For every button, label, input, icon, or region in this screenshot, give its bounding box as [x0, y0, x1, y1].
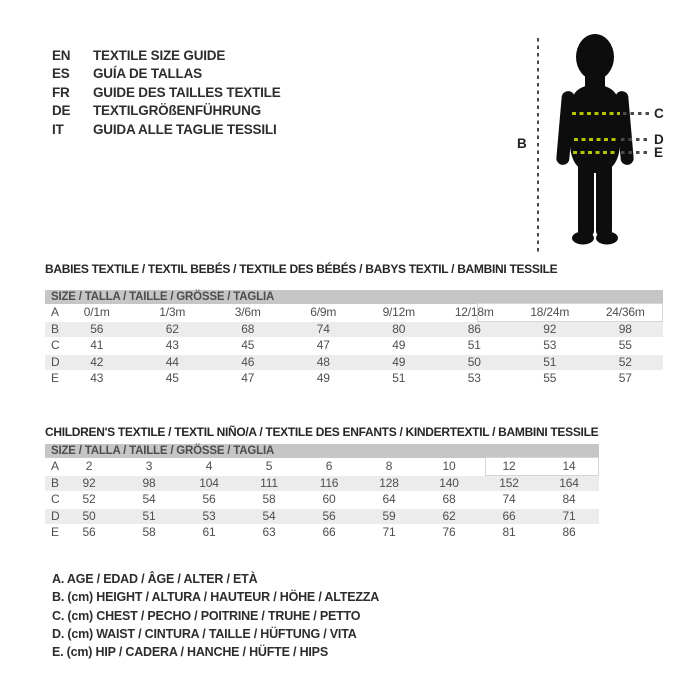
size-value-cell: 140	[419, 475, 479, 492]
row-label: B	[45, 475, 59, 492]
size-value-cell: 18/24m	[512, 304, 588, 321]
size-value-cell: 57	[588, 370, 664, 387]
language-title-block	[52, 47, 281, 139]
language-title: TEXTILGRÖßENFÜHRUNG	[93, 103, 261, 119]
size-value-cell: 68	[210, 321, 286, 338]
size-value-cell: 111	[239, 475, 299, 492]
size-value-cell: 55	[512, 370, 588, 387]
size-value-cell: 55	[588, 337, 664, 354]
size-value-cell: 60	[299, 491, 359, 508]
size-value-cell: 54	[119, 491, 179, 508]
size-table-row	[45, 475, 599, 492]
size-value-cell: 51	[512, 354, 588, 371]
measurement-legend	[52, 570, 379, 661]
language-code: EN	[52, 48, 71, 63]
size-value-cell: 3	[119, 458, 179, 475]
row-label: B	[45, 321, 59, 338]
size-value-cell: 63	[239, 524, 299, 541]
size-value-cell: 68	[419, 491, 479, 508]
size-value-cell: 62	[419, 508, 479, 525]
size-value-cell: 98	[588, 321, 664, 338]
chest-measure-line	[572, 112, 620, 115]
size-value-cell: 164	[539, 475, 599, 492]
size-value-cell: 74	[479, 491, 539, 508]
children-size-table	[45, 458, 599, 541]
size-value-cell: 53	[179, 508, 239, 525]
size-value-cell: 104	[179, 475, 239, 492]
hip-measure-line	[573, 151, 618, 154]
size-value-cell: 2	[59, 458, 119, 475]
size-value-cell: 45	[210, 337, 286, 354]
size-value-cell: 59	[359, 508, 419, 525]
hip-measure-label: E	[654, 145, 664, 160]
size-value-cell: 3/6m	[210, 304, 286, 321]
row-label: E	[45, 524, 59, 541]
size-value-cell: 52	[59, 491, 119, 508]
size-value-cell: 47	[286, 337, 362, 354]
size-value-cell: 58	[239, 491, 299, 508]
size-value-cell: 53	[437, 370, 513, 387]
hip-measure-line-extension	[621, 151, 649, 154]
size-value-cell: 12	[479, 458, 539, 475]
size-value-cell: 98	[119, 475, 179, 492]
legend-line-chest: C. (cm) CHEST / PECHO / POITRINE / TRUHE / PETTO	[52, 608, 361, 623]
babies-size-header: SIZE / TALLA / TAILLE / GRÖSSE / TAGLIA	[45, 290, 663, 304]
size-value-cell: 45	[135, 370, 211, 387]
language-row	[52, 121, 281, 139]
size-value-cell: 66	[299, 524, 359, 541]
row-label: A	[45, 304, 59, 321]
size-value-cell: 56	[59, 321, 135, 338]
size-value-cell: 86	[437, 321, 513, 338]
size-value-cell: 71	[359, 524, 419, 541]
size-value-cell: 76	[419, 524, 479, 541]
size-value-cell: 61	[179, 524, 239, 541]
size-table-row	[45, 337, 663, 354]
children-section-title: CHILDREN'S TEXTILE / TEXTIL NIÑO/A / TEXTILE DES ENFANTS / KINDERTEXTIL / BAMBINI TESSILE	[45, 425, 599, 439]
size-value-cell: 10	[419, 458, 479, 475]
legend-line-height: B. (cm) HEIGHT / ALTURA / HAUTEUR / HÖHE / ALTEZZA	[52, 590, 380, 605]
size-value-cell: 152	[479, 475, 539, 492]
size-value-cell: 9/12m	[361, 304, 437, 321]
size-value-cell: 52	[588, 354, 664, 371]
size-value-cell: 62	[135, 321, 211, 338]
row-label: E	[45, 370, 59, 387]
row-label: A	[45, 458, 59, 475]
size-value-cell: 4	[179, 458, 239, 475]
size-table-row	[45, 458, 599, 475]
language-title: TEXTILE SIZE GUIDE	[93, 48, 226, 63]
size-value-cell: 1/3m	[135, 304, 211, 321]
size-value-cell: 92	[59, 475, 119, 492]
size-table-row	[45, 321, 663, 338]
size-value-cell: 43	[135, 337, 211, 354]
size-value-cell: 44	[135, 354, 211, 371]
babies-size-table	[45, 304, 663, 387]
height-measure-line	[537, 38, 539, 252]
size-table-row	[45, 370, 663, 387]
size-value-cell: 8	[359, 458, 419, 475]
size-table-row	[45, 491, 599, 508]
legend-line-hip: E. (cm) HIP / CADERA / HANCHE / HÜFTE / HIPS	[52, 645, 328, 660]
size-value-cell: 5	[239, 458, 299, 475]
size-value-cell: 6/9m	[286, 304, 362, 321]
size-value-cell: 49	[361, 337, 437, 354]
size-table-row	[45, 508, 599, 525]
size-value-cell: 51	[119, 508, 179, 525]
size-value-cell: 116	[299, 475, 359, 492]
size-value-cell: 81	[479, 524, 539, 541]
language-code: ES	[52, 66, 70, 82]
size-value-cell: 84	[539, 491, 599, 508]
size-value-cell: 49	[286, 370, 362, 387]
size-value-cell: 51	[361, 370, 437, 387]
size-table-row	[45, 304, 663, 321]
size-value-cell: 43	[59, 370, 135, 387]
children-size-header: SIZE / TALLA / TAILLE / GRÖSSE / TAGLIA	[45, 444, 599, 458]
language-title: GUIDA ALLE TAGLIE TESSILI	[93, 121, 277, 137]
size-value-cell: 80	[361, 321, 437, 338]
legend-line-waist: D. (cm) WAIST / CINTURA / TAILLE / HÜFTUNG / VITA	[52, 626, 357, 641]
language-code: FR	[52, 84, 70, 100]
size-value-cell: 14	[539, 458, 599, 475]
row-label: C	[45, 491, 59, 508]
size-value-cell: 41	[59, 337, 135, 354]
language-title: GUIDE DES TAILLES TEXTILE	[93, 84, 281, 100]
chest-measure-line-extension	[623, 112, 649, 115]
size-value-cell: 86	[539, 524, 599, 541]
size-table-row	[45, 524, 599, 541]
size-value-cell: 58	[119, 524, 179, 541]
height-measure-label: B	[517, 136, 527, 151]
waist-measure-label: D	[654, 132, 664, 147]
size-value-cell: 56	[59, 524, 119, 541]
size-value-cell: 56	[299, 508, 359, 525]
row-label: D	[45, 508, 59, 525]
size-value-cell: 50	[59, 508, 119, 525]
waist-measure-line	[574, 138, 618, 141]
size-value-cell: 51	[437, 337, 513, 354]
size-value-cell: 49	[361, 354, 437, 371]
row-label: D	[45, 354, 59, 371]
chest-measure-label: C	[654, 106, 664, 121]
size-value-cell: 6	[299, 458, 359, 475]
language-row	[52, 102, 281, 120]
size-value-cell: 71	[539, 508, 599, 525]
waist-measure-line-extension	[621, 138, 649, 141]
babies-section-title: BABIES TEXTILE / TEXTIL BEBÉS / TEXTILE DES BÉBÉS / BABYS TEXTIL / BAMBINI TESSILE	[45, 262, 558, 276]
size-value-cell: 66	[479, 508, 539, 525]
child-silhouette	[533, 32, 663, 252]
size-value-cell: 42	[59, 354, 135, 371]
size-value-cell: 53	[512, 337, 588, 354]
language-code: IT	[52, 121, 64, 137]
size-table-row	[45, 354, 663, 371]
row-label: C	[45, 337, 59, 354]
size-value-cell: 46	[210, 354, 286, 371]
size-value-cell: 128	[359, 475, 419, 492]
size-value-cell: 54	[239, 508, 299, 525]
size-value-cell: 92	[512, 321, 588, 338]
language-row	[52, 65, 281, 83]
size-value-cell: 48	[286, 354, 362, 371]
size-value-cell: 74	[286, 321, 362, 338]
language-row	[52, 84, 281, 102]
size-value-cell: 47	[210, 370, 286, 387]
size-value-cell: 56	[179, 491, 239, 508]
size-value-cell: 24/36m	[588, 304, 664, 321]
legend-line-age: A. AGE / EDAD / ÂGE / ALTER / ETÀ	[52, 572, 258, 586]
size-value-cell: 50	[437, 354, 513, 371]
language-row	[52, 47, 281, 65]
size-value-cell: 12/18m	[437, 304, 513, 321]
language-title: GUÍA DE TALLAS	[93, 66, 202, 82]
size-value-cell: 0/1m	[59, 304, 135, 321]
language-code: DE	[52, 103, 71, 119]
size-value-cell: 64	[359, 491, 419, 508]
